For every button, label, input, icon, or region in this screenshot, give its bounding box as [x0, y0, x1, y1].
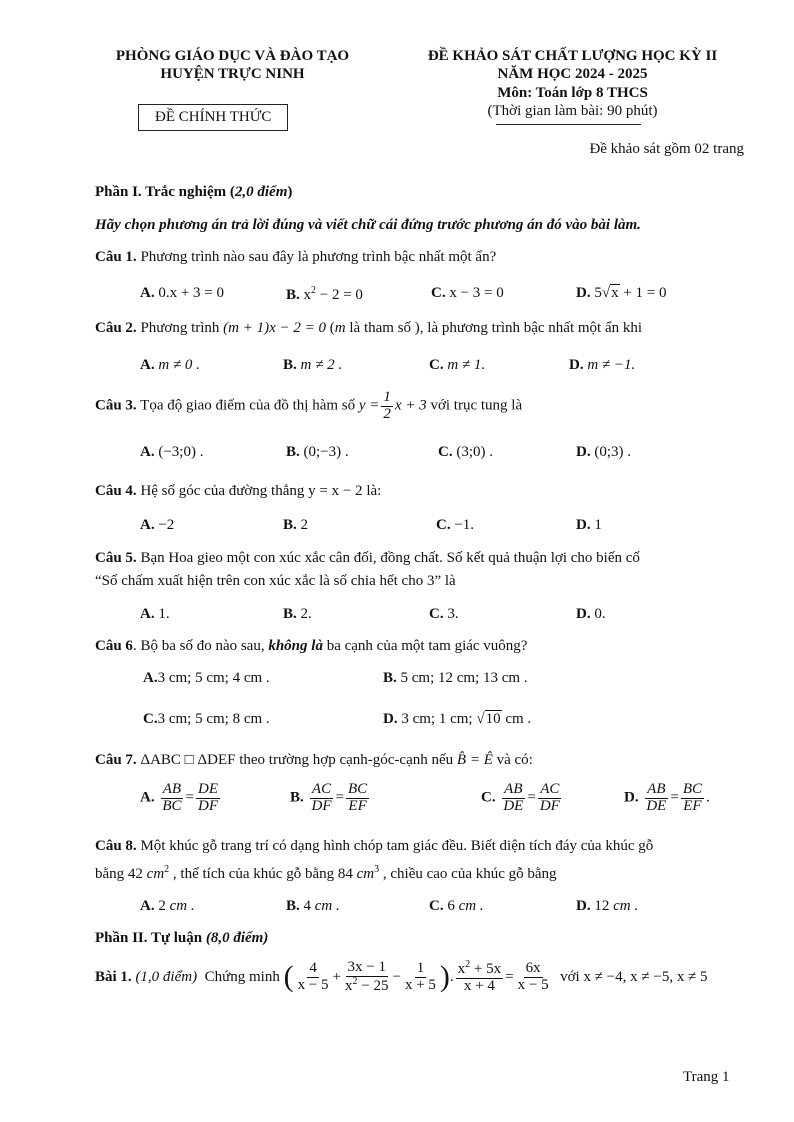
q5-a-letter: A. [140, 606, 155, 622]
q6-b-letter: B. [383, 670, 397, 686]
q6-option-d: D. 3 cm; 1 cm; √10 cm . [383, 711, 532, 727]
bai1-right-paren: ) [439, 960, 450, 994]
part2-score: (8,0 điểm) [205, 930, 269, 946]
bai1-f5-num: 6x [525, 960, 541, 976]
q6-b-expr: 5 cm; 12 cm; 13 cm . [400, 670, 528, 686]
q2-d-letter: D. [569, 357, 584, 373]
q7-d-den1: DE [646, 797, 667, 814]
q6-option-a [143, 670, 270, 687]
q3-b-expr: (0;−3) . [303, 444, 349, 460]
q4-text1: Hệ số góc của đường thẳng [136, 483, 309, 499]
q1-text: Phương trình nào sau đây là phương trình bậc nhất một ẩn? [136, 249, 497, 265]
q3-option-b [286, 444, 349, 461]
q4-d-letter: D. [576, 517, 591, 533]
q6-a-letter: A. [143, 670, 158, 686]
q4-option-b [283, 517, 308, 534]
bai1-frac4 [456, 960, 503, 995]
q8-option-a [140, 898, 195, 915]
q8-d-letter: D. [576, 898, 591, 914]
district-name: HUYỆN TRỰC NINH [160, 66, 305, 82]
q7-d-num2: BC [682, 781, 702, 797]
q7-b-den2: EF [348, 797, 367, 814]
q1-b-letter: B. [286, 287, 300, 303]
bai1-f4-num-rest: + 5x [470, 961, 502, 977]
bai1-f1-num: 4 [309, 960, 317, 976]
q7-option-c [481, 782, 564, 815]
q3-tail: x + 3 [394, 397, 427, 414]
school-year: NĂM HỌC 2024 - 2025 [497, 66, 648, 82]
q8-area: 42 [127, 866, 147, 882]
question-1 [95, 249, 496, 266]
bai1-label: Bài 1. [95, 968, 132, 985]
question-2 [95, 320, 642, 337]
q8-volume-exp: 3 [374, 864, 380, 875]
q8-b-letter: B. [286, 898, 300, 914]
q4-b-expr: 2 [300, 517, 309, 533]
q2-option-b [283, 357, 342, 374]
q2-expr: (m + 1)x − 2 = 0 [223, 320, 327, 336]
q7-text2: và có: [492, 752, 533, 768]
q2-option-a [140, 357, 200, 374]
q3-option-c [438, 444, 493, 461]
bai1-score: (1,0 điểm) [131, 968, 198, 985]
q6-c-expr: 3 cm; 5 cm; 8 cm . [157, 711, 270, 727]
official-badge: ĐỀ CHÍNH THỨC [138, 104, 288, 131]
q8-option-d [576, 898, 638, 915]
bai1-f5-den: x − 5 [517, 976, 549, 993]
q5-a-expr: 1. [158, 606, 170, 622]
q3-label: Câu 3. [95, 397, 137, 414]
q7-d-dot: . [705, 789, 710, 806]
q7-a-eq: = [185, 789, 194, 806]
q8-text1: Một khúc gỗ trang trí có dạng hình chóp tam giác đều. Biết diện tích đáy của khúc gỗ [136, 838, 654, 854]
department-name: PHÒNG GIÁO DỤC VÀ ĐÀO TẠO [115, 48, 350, 64]
q7-option-b [290, 782, 371, 815]
q2-option-c [429, 357, 485, 374]
q3-b-letter: B. [286, 444, 300, 460]
q7-b-den1: DF [311, 797, 332, 814]
q5-option-a [140, 606, 170, 623]
q8-c-unit: cm . [458, 898, 484, 914]
q7-option-a [140, 782, 222, 815]
q2-text2: ( [326, 320, 335, 336]
q3-fraction [381, 390, 393, 423]
page-number: Trang 1 [683, 1069, 730, 1085]
bai1-f3-den: x + 5 [404, 976, 436, 993]
bai1-f4-num-base: x [457, 961, 466, 977]
q5-text2: “Số chấm xuất hiện trên con xúc xắc là số chia hết cho 3” là [95, 573, 456, 589]
q2-c-expr: m ≠ 1. [447, 357, 486, 373]
q8-option-c [429, 898, 484, 915]
q5-option-b [283, 606, 312, 623]
q8-volume-unit: cm [356, 866, 375, 882]
q2-c-letter: C. [429, 357, 444, 373]
q8-area-unit: cm [146, 866, 165, 882]
q3-c-letter: C. [438, 444, 453, 460]
q7-label: Câu 7. [95, 752, 137, 768]
q5-b-letter: B. [283, 606, 297, 622]
q1-option-d: D. 5√x + 1 = 0 [576, 285, 667, 301]
q5-option-d [576, 606, 606, 623]
q6-text2: ba cạnh của một tam giác vuông? [322, 638, 528, 654]
q7-text1: theo trường hợp cạnh-góc-cạnh nếu [235, 752, 457, 768]
q8-text2b: , thể tích của khúc gỗ bằng [169, 866, 338, 882]
bai1-frac1 [296, 961, 331, 994]
exam-title: ĐỀ KHẢO SÁT CHẤT LƯỢNG HỌC KỲ II [427, 48, 718, 64]
q8-option-b [286, 898, 340, 915]
bai1-plus: + [332, 968, 342, 985]
q4-a-letter: A. [140, 517, 155, 533]
q2-text1: Phương trình [136, 320, 224, 336]
q2-option-d [569, 357, 635, 374]
part2-title [95, 930, 268, 947]
q7-angle: B̂ = Ê [456, 752, 493, 768]
q8-text2a: bằng [95, 866, 128, 882]
q1-d-rest: + 1 = 0 [619, 285, 667, 301]
q7-a-letter: A. [140, 789, 155, 806]
q7-b-eq: = [335, 789, 344, 806]
q4-a-expr: −2 [158, 517, 175, 533]
q4-text2: là: [362, 483, 382, 499]
q3-d-expr: (0;3) . [594, 444, 632, 460]
part1-score: 2,0 điểm [234, 184, 288, 200]
q1-d-letter: D. [576, 285, 591, 301]
bai1-frac5 [516, 961, 551, 994]
q2-b-expr: m ≠ 2 . [300, 357, 343, 373]
q1-option-b [286, 285, 363, 304]
pages-note: Đề khảo sát gồm 02 trang [589, 141, 744, 157]
q5-d-letter: D. [576, 606, 591, 622]
q8-d-unit: cm . [613, 898, 639, 914]
bai1-f2-den-base: x [345, 977, 353, 994]
q7-a-den2: DF [197, 797, 218, 814]
q4-option-d [576, 517, 602, 534]
q8-label: Câu 8. [95, 838, 137, 854]
q4-c-letter: C. [436, 517, 451, 533]
q8-a-unit: cm . [169, 898, 195, 914]
q4-b-letter: B. [283, 517, 297, 533]
bai1-f2-num: 3x − 1 [347, 959, 386, 975]
bai1-f2-den-exp: 2 [352, 975, 358, 987]
q6-label: Câu 6 [95, 638, 133, 654]
q2-text3: là tham số ), là phương trình bậc nhất một ẩn khi [345, 320, 643, 336]
q8-volume: 84 [337, 866, 357, 882]
q7-b-num2: BC [347, 781, 368, 797]
q5-text1: Bạn Hoa gieo một con xúc xắc cân đối, đồng chất. Số kết quả thuận lợi cho biến cố [136, 550, 640, 566]
q7-similarity: ΔABC □ ΔDEF [136, 752, 236, 768]
q4-c-expr: −1. [454, 517, 475, 533]
q8-c-letter: C. [429, 898, 444, 914]
q2-d-expr: m ≠ −1. [587, 357, 636, 373]
q7-c-den1: DE [503, 797, 524, 814]
q6-emphasis: không là [268, 638, 323, 654]
q3-a-letter: A. [140, 444, 155, 460]
q2-var: m [334, 320, 346, 336]
q1-a-expr: 0.x + 3 = 0 [158, 285, 225, 301]
q4-expr: y = x − 2 [308, 483, 363, 499]
q6-option-b [383, 670, 528, 687]
q1-label: Câu 1. [95, 249, 137, 265]
q4-option-c [436, 517, 474, 534]
bai1-dot: . [449, 968, 454, 985]
question-3 [95, 390, 522, 423]
q8-a-letter: A. [140, 898, 155, 914]
q1-c-expr: x − 3 = 0 [449, 285, 504, 301]
exercise-1 [95, 960, 708, 995]
q7-c-den2: DF [539, 797, 560, 814]
q8-b-unit: cm . [314, 898, 340, 914]
q2-a-letter: A. [140, 357, 155, 373]
q6-a-expr: 3 cm; 5 cm; 4 cm . [157, 670, 270, 686]
bai1-f3-num: 1 [416, 960, 425, 976]
part1-instruction: Hãy chọn phương án trả lời đúng và viết chữ cái đứng trước phương án đó vào bài làm. [95, 217, 641, 233]
q8-b-expr: 4 [303, 898, 315, 914]
q7-a-den1: BC [162, 797, 182, 814]
q2-a-expr: m ≠ 0 . [158, 357, 200, 373]
part2-title-text: Phần II. Tự luận [95, 930, 206, 946]
q5-d-expr: 0. [594, 606, 606, 622]
q1-option-a [140, 285, 224, 302]
q1-b-rest: − 2 = 0 [316, 287, 363, 303]
part1-close: ) [287, 184, 293, 200]
q5-b-expr: 2. [300, 606, 312, 622]
bai1-f1-den: x − 5 [297, 976, 329, 993]
q3-text1: Tọa độ giao điểm của đồ thị hàm số [136, 397, 359, 414]
q3-a-expr: (−3;0) . [158, 444, 204, 460]
bai1-condition: x ≠ −4, x ≠ −5, x ≠ 5 [583, 968, 708, 985]
question-5 [95, 550, 640, 567]
q7-c-num2: AC [540, 781, 560, 797]
q2-label: Câu 2. [95, 320, 137, 336]
question-6 [95, 638, 527, 655]
q1-option-c [431, 285, 504, 302]
q4-option-a [140, 517, 174, 534]
q1-b-exp: 2 [311, 285, 317, 296]
q1-a-letter: A. [140, 285, 155, 301]
bai1-f4-den: x + 4 [463, 977, 495, 994]
subject: Môn: Toán lớp 8 THCS [497, 85, 648, 101]
q7-d-num1: AB [647, 781, 666, 797]
q4-d-expr: 1 [594, 517, 602, 533]
q2-b-letter: B. [283, 357, 297, 373]
part1-title-text: Phần I. Trắc nghiệm ( [95, 184, 235, 200]
q8-line2 [95, 864, 557, 883]
q7-a-num1: AB [162, 781, 182, 797]
question-7 [95, 752, 533, 769]
q6-c-letter: C. [143, 711, 158, 727]
bai1-left-paren: ( [283, 960, 294, 994]
q7-c-num1: AB [504, 781, 523, 797]
q3-den: 2 [383, 405, 391, 422]
duration: (Thời gian làm bài: 90 phút) [487, 103, 658, 119]
q5-option-c [429, 606, 459, 623]
q8-a-expr: 2 [158, 898, 170, 914]
q7-c-letter: C. [481, 789, 496, 806]
q1-d-coef: 5 [594, 285, 602, 301]
bai1-text: Chứng minh [197, 968, 284, 985]
q6-option-c [143, 711, 270, 728]
q3-text2: với trục tung là [426, 397, 523, 414]
q7-d-letter: D. [624, 789, 639, 806]
q8-text2c: , chiều cao của khúc gỗ bằng [379, 866, 557, 882]
q1-d-radicand: x [611, 285, 619, 301]
q7-option-d [624, 782, 710, 815]
bai1-minus: − [392, 968, 401, 985]
q5-c-expr: 3. [447, 606, 459, 622]
q3-c-expr: (3;0) . [456, 444, 494, 460]
q7-a-num2: DE [197, 781, 218, 797]
q7-d-eq: = [670, 789, 679, 806]
part1-title [95, 184, 292, 201]
q6-d-expr1: 3 cm; 1 cm; [401, 711, 477, 727]
q3-y-eq: y = [358, 397, 380, 414]
q8-d-expr: 12 [594, 898, 614, 914]
q4-label: Câu 4. [95, 483, 137, 499]
q7-b-num1: AC [311, 781, 332, 797]
q6-d-letter: D. [383, 711, 398, 727]
q1-c-letter: C. [431, 285, 446, 301]
q8-c-expr: 6 [447, 898, 459, 914]
q3-num: 1 [383, 389, 391, 405]
q5-c-letter: C. [429, 606, 444, 622]
q6-d-radicand: 10 [485, 711, 501, 727]
q6-text1: . Bộ ba số đo nào sau, [132, 638, 269, 654]
bai1-condition-text: với [552, 968, 584, 985]
q7-b-letter: B. [290, 789, 304, 806]
header-divider [496, 124, 641, 125]
q6-d-expr2: cm . [501, 711, 532, 727]
q8-area-exp: 2 [164, 864, 170, 875]
q3-option-d [576, 444, 631, 461]
bai1-frac2 [343, 960, 390, 995]
q3-option-a [140, 444, 203, 461]
q5-label: Câu 5. [95, 550, 137, 566]
question-4 [95, 483, 381, 500]
q1-b-base: x [303, 287, 312, 303]
q3-d-letter: D. [576, 444, 591, 460]
bai1-frac3 [403, 961, 438, 994]
bai1-f2-den-rest: − 25 [357, 977, 389, 994]
q7-c-eq: = [527, 789, 536, 806]
q7-d-den2: EF [683, 797, 702, 814]
bai1-f4-num-exp: 2 [465, 959, 471, 970]
question-8 [95, 838, 653, 855]
bai1-equals: = [505, 968, 514, 985]
